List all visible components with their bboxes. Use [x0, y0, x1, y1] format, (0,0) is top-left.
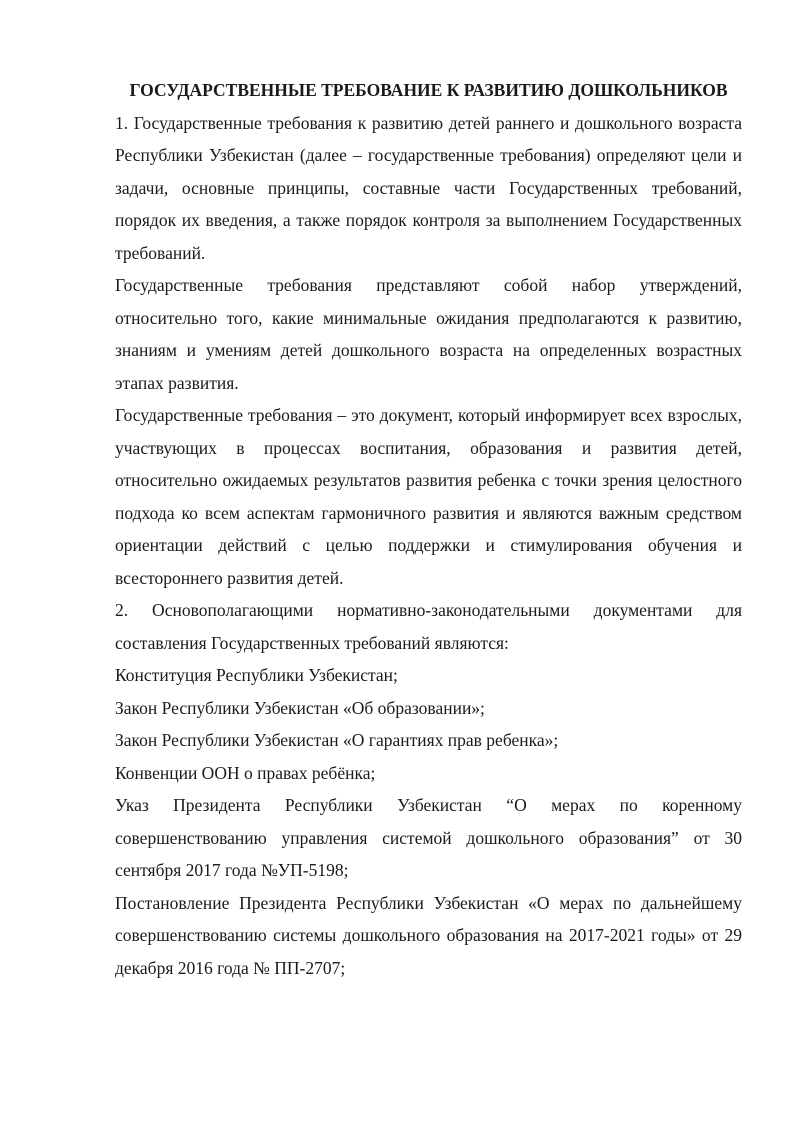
- document-title: ГОСУДАРСТВЕННЫЕ ТРЕБОВАНИЕ К РАЗВИТИЮ ДОШКОЛЬНИКОВ: [129, 80, 728, 100]
- paragraph-4: 2. Основополагающими нормативно-законодательными документами для составления Государственных требований являются:: [115, 600, 742, 653]
- list-item-child-rights-law: Закон Республики Узбекистан «О гарантиях прав ребенка»;: [115, 730, 559, 750]
- list-item-constitution: Конституция Республики Узбекистан;: [115, 665, 398, 685]
- list-item-education-law: Закон Республики Узбекистан «Об образовании»;: [115, 697, 485, 718]
- list-item-un-convention: Конвенции ООН о правах ребёнка;: [115, 762, 376, 783]
- document-body: [115, 74, 742, 984]
- list-item-presidential-decree: Указ Президента Республики Узбекистан “О мерах по коренному совершенствованию управления системой дошкольного образования” от 30 сентября 2017 года №УП-5198;: [115, 795, 742, 880]
- list-item-presidential-resolution: Постановление Президента Республики Узбекистан «О мерах по дальнейшему совершенствованию системы дошкольного образования на 2017-2021 годы» от 29 декабря 2016 года № ПП-2707;: [115, 892, 742, 978]
- paragraph-3: Государственные требования – это документ, который информирует всех взрослых, участвующих в процессах воспитания, образования и развития детей, относительно ожидаемых результатов развития ребенка с точки зрения целостного подхода ко всем аспектам гармоничного развития и являются важным средством ориентации действий с целью поддержки и стимулирования обучения и всестороннего развития детей.: [115, 405, 742, 588]
- paragraph-2: Государственные требования представляют собой набор утверждений, относительно того, какие минимальные ожидания предполагаются к развитию, знаниям и умениям детей дошкольного возраста на определенных возрастных этапах развития.: [115, 275, 742, 393]
- paragraph-1: 1. Государственные требования к развитию детей раннего и дошкольного возраста Республики Узбекистан (далее – государственные требования) определяют цели и задачи, основные принципы, составные части Государственных требований, порядок их введения, а также порядок контроля за выполнением Государственных требований.: [115, 112, 742, 263]
